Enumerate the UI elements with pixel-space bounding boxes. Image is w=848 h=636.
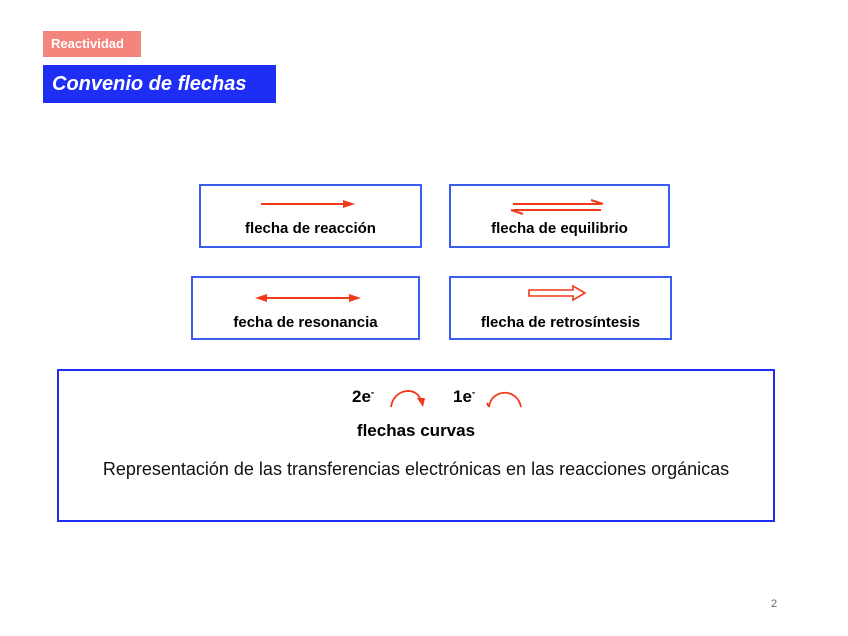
electron-row bbox=[59, 385, 773, 411]
curved-arrows-title: flechas curvas bbox=[356, 421, 476, 440]
equilibrium-arrow-icon bbox=[509, 200, 609, 214]
one-electron-charge: - bbox=[471, 387, 476, 399]
single-right-arrow-icon bbox=[259, 198, 359, 210]
double-headed-arrow-icon bbox=[253, 292, 363, 304]
slide-title: Convenio de flechas bbox=[43, 65, 276, 103]
open-hollow-arrow-icon bbox=[527, 284, 591, 302]
resonance-arrow-label: fecha de resonancia bbox=[233, 314, 378, 331]
two-electron-curved-arrow-icon bbox=[387, 385, 427, 411]
one-electron-label bbox=[453, 387, 475, 407]
two-electron-label bbox=[352, 387, 374, 407]
equilibrium-arrow-label: flecha de equilibrio bbox=[491, 220, 628, 237]
reaction-arrow-box bbox=[199, 184, 422, 248]
two-electron-text: 2e bbox=[352, 387, 371, 406]
equilibrium-arrow-box bbox=[449, 184, 670, 248]
retrosynthesis-arrow-label: flecha de retrosíntesis bbox=[480, 314, 641, 331]
curved-arrows-description: Representación de las transferencias electrónicas en las reacciones orgánicas bbox=[102, 459, 730, 479]
resonance-arrow-box bbox=[191, 276, 420, 340]
one-electron-curved-arrow-icon bbox=[485, 385, 525, 411]
curved-arrows-box bbox=[57, 369, 775, 522]
retrosynthesis-arrow-box bbox=[449, 276, 672, 340]
section-tag: Reactividad bbox=[43, 31, 141, 57]
page-number: 2 bbox=[771, 598, 778, 610]
two-electron-charge: - bbox=[370, 387, 375, 399]
one-electron-text: 1e bbox=[453, 387, 472, 406]
reaction-arrow-label: flecha de reacción bbox=[245, 220, 376, 237]
